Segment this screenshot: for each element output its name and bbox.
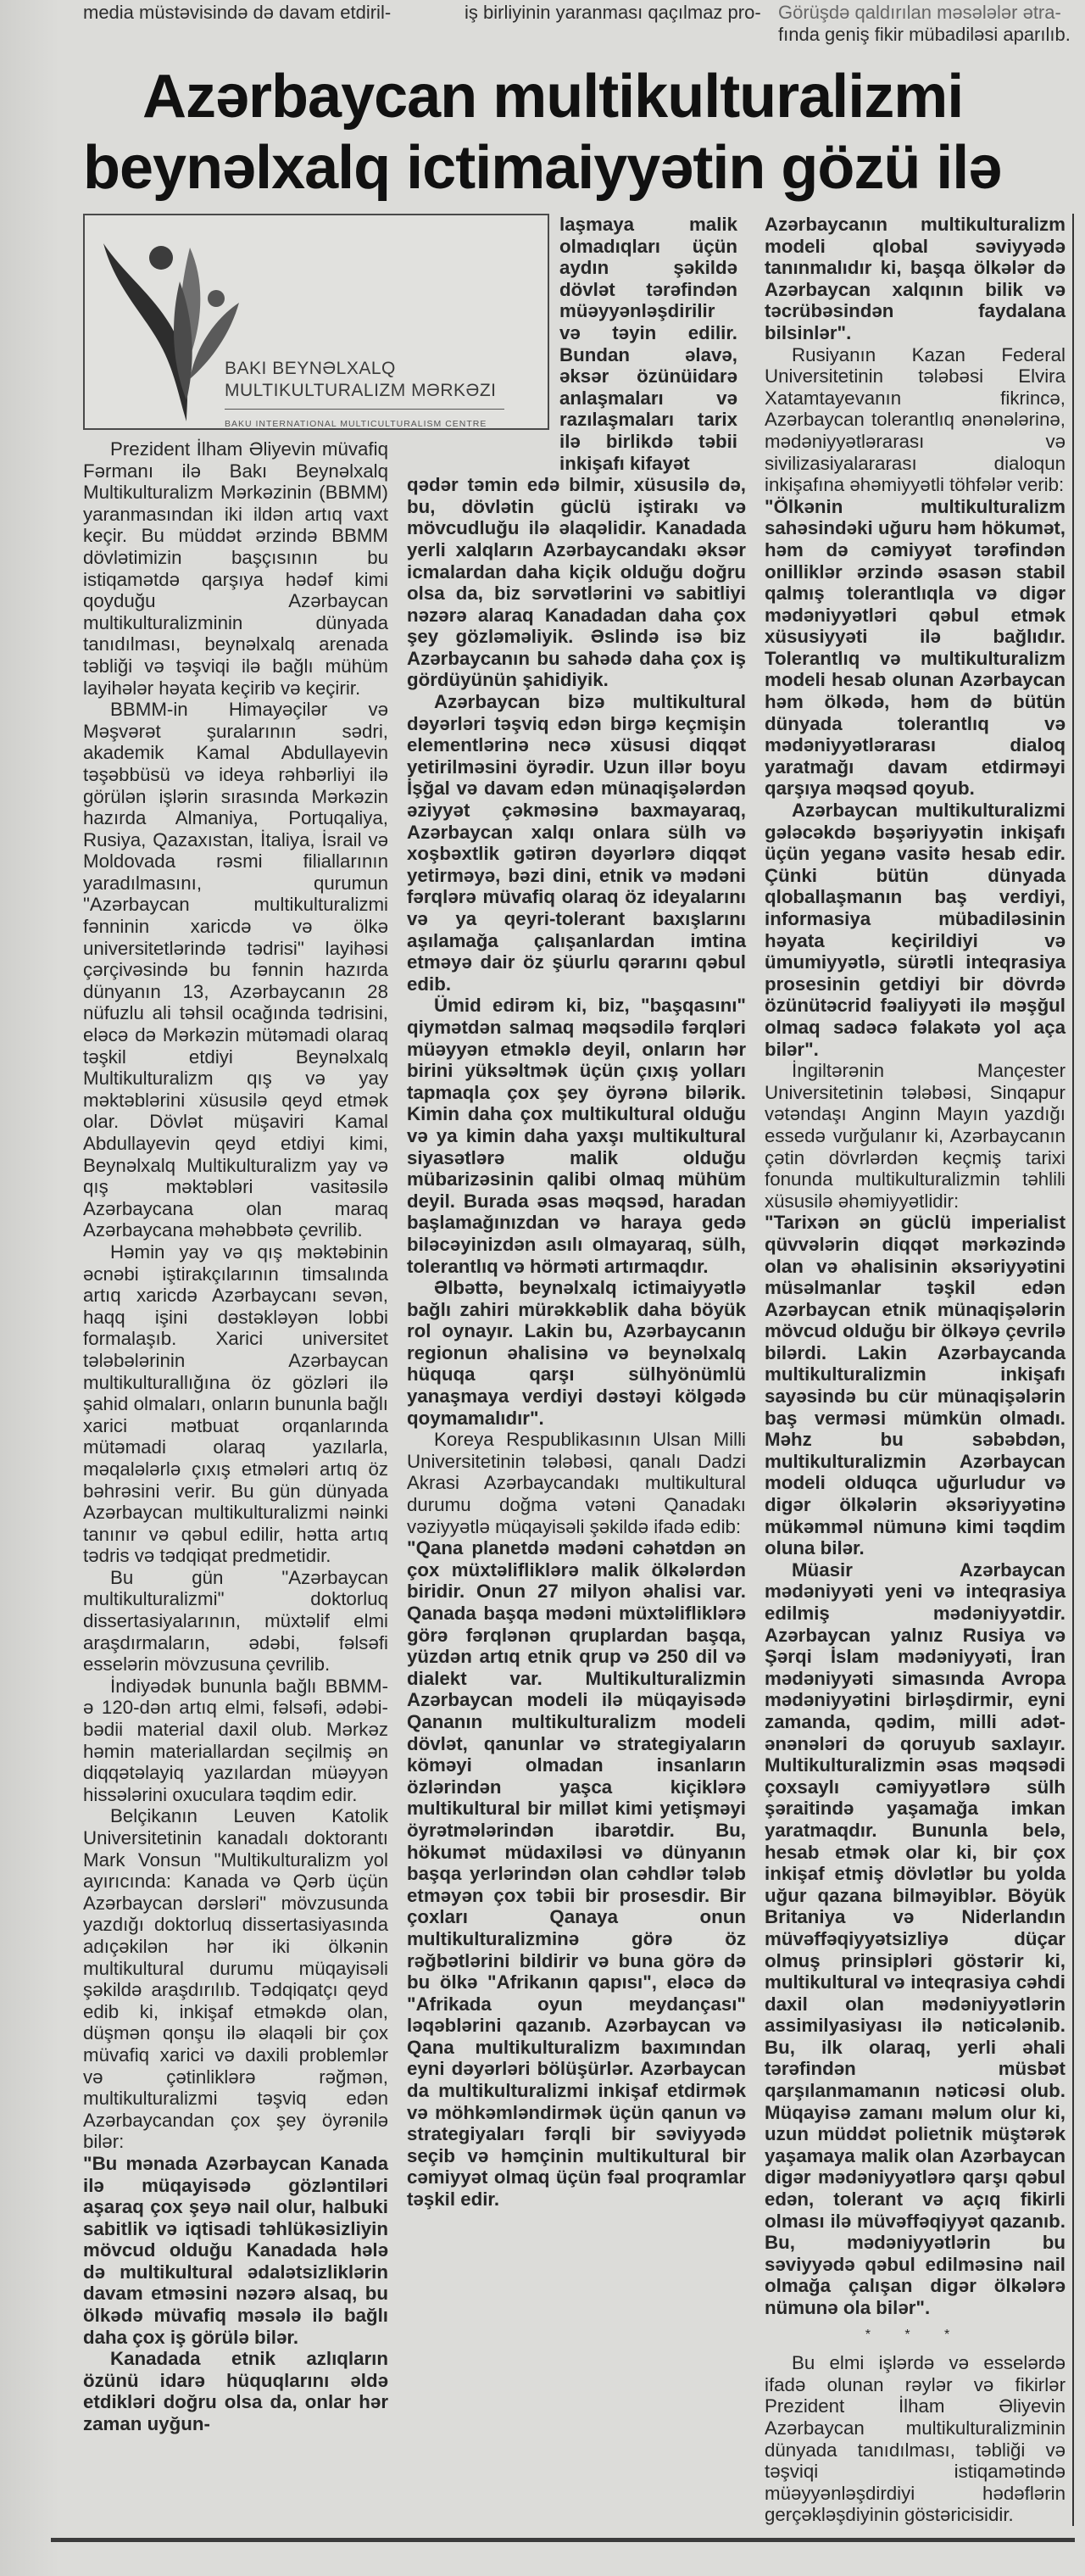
paragraph: İngiltərənin Mançester Universitetinin tələbəsi, Sinqapur vətəndaşı Anginn Mayın yazdığı essedə vurğulanır ki, Azərbaycanın çətin dövrlərdən keçmiş tarixi fonunda multikulturalizmin təhlili xüsusilə əhəmiyyətlidir: <box>765 1060 1066 1212</box>
quote-paragraph: Azərbaycan bizə multikultural dəyərləri təşviq edən birgə keçmişin elementlərinə necə xüsusi diqqət yetirilməsini öyrədir. Uzun illər boyu İşğal və davam edən münaqişələrdən əziyyət çəkməsinə baxmayaraq, Azərbaycan xalqı onlara sülh və xoşbəxtlik gətirən dəyərlərə diqqət yetirməyə, bəzi dini, etnik və mədəni fərqlərə müvafiq olaraq öz ideyalarını və ya qeyri-tolerant baxışlarını aşılamağa çalışanlardan imtina etməyə dair öz şüurlu qərarını qəbul edib. <box>407 691 746 995</box>
prev-col1-line: media müstəvisində də davam etdiril- <box>83 2 392 23</box>
quote-paragraph: "Bu mənada Azərbaycan Kanada ilə müqayisədə gözləntiləri aşaraq çox şeyə nail olur, halbuki sabitlik və iqtisadi təhlükəsizliyin mövcud olduğu Kanadada hələ də multikultural ədalətsizliklərin davam etməsini nəzərə alsaq, bu ölkədə müvafiq məsələ ilə bağlı daha çox iş görülə bilər. <box>83 2152 388 2348</box>
prev-col1 <box>83 2 456 46</box>
section-separator: * * * <box>865 2327 965 2342</box>
quote-paragraph: laşmaya malik olmadıqları üçün aydın şəkildə dövlət tərəfindən müəyyənləşdirilir və təyin edilir. Bundan əlavə, əksər özünüidarə anlaşmaları və razılaşmaları tarix ilə birlikdə təbii inkişafı kifayət <box>559 214 737 474</box>
paragraph: İndiyədək bununla bağlı BBMM-ə 120-dən artıq elmi, fəlsəfi, ədəbi-bədii material daxil olub. Mərkəz həmin materiallardan seçilmiş ən diqqətəlayiq yazılardan müəyyən hissələrini oxuculara təqdim edir. <box>83 1675 388 1805</box>
article-column-right <box>765 214 1074 2526</box>
prev-col2-line: iş birliyinin yaranması qaçılmaz pro- <box>465 2 761 23</box>
prev-col3 <box>778 2 1075 46</box>
paragraph: Prezident İlham Əliyevin müvafiq Fərmanı ilə Bakı Beynəlxalq Multikulturalizm Mərkəzinin (BBMM) yaranmasından iki ildən artıq vaxt keçir. Bu müddət ərzində BBMM dövlətimizin başçısının bu istiqamətdə qarşıya hədəf kimi qoyduğu Azərbaycan multikulturalizminin dünyada tanıdılması, beynəlxalq arenada təbliği və təşviqi ilə bağlı mühüm layihələr həyata keçirib və keçirir. <box>83 438 388 699</box>
paragraph: BBMM-in Himayəçilər və Məşvərət şuralarının sədri, akademik Kamal Abdullayevin təşəbbüsü və ideya rəhbərliyi ilə görülən işlərin sırasında Mərkəzin hazırda Almaniya, Portuqaliya, Rusiya, Qazaxıstan, İtaliya, İsrail və Moldovada rəsmi filiallarının yaradılmasını, qurumun "Azərbaycan multikulturalizmi fənninin xaricdə və ölkə universitetlərində tədrisi" layihəsi çərçivəsində bu fənnin hazırda dünyanın 13, Azərbaycanın 28 nüfuzlu ali təhsil ocağında tədrisini, eləcə də Mərkəzin mütəmadi olaraq təşkil etdiyi Beynəlxalq Multikulturalizm qış və yay məktəblərini xüsusilə qeyd etmək olar. Dövlət müşaviri Kamal Abdullayevin qeyd etdiyi kimi, Beynəlxalq Multikulturalizm yay və qış məktəbləri vasitəsilə Azərbaycana olan maraq Azərbaycana məhəbbətə çevrilib. <box>83 699 388 1241</box>
quote-paragraph: "Tarixən ən güclü imperialist qüvvələrin diqqət mərkəzində olan və əhalisinin əksəriyyətini müsəlmanlar təşkil edən Azərbaycan etnik münaqişələrin mövcud olduğu bir ölkəyə çevrilə bilərdi. Lakin Azərbaycanda multikulturalizmin inkişafı sayəsində bu cür münaqişələrin baş verməsi mümkün olmadı. Məhz bu səbəbdən, multikulturalizmin Azərbaycan modeli olduqca uğurludur və digər ölkələrin əksəriyyətinə mükəmməl nümunə kimi təqdim oluna bilər. <box>765 1212 1066 1559</box>
quote-paragraph: Müasir Azərbaycan mədəniyyəti yeni və inteqrasiya edilmiş mədəniyyətdir. Azərbaycan yalnız Rusiya və Şərqi İslam mədəniyyəti, İran mədəniyyəti simasında Avropa mədəniyyətini birləşdirmir, eyni zamanda, qədim, milli adət-ənənələri də qoruyub saxlayır. Multikulturalizmin əsas məqsədi çoxsaylı cəmiyyətlərə sülh şəraitində yaşamağa imkan yaratmaqdır. Bununla belə, hesab etmək olar ki, bir çox inkişaf etmiş dövlətlər bu yolda uğur qazana bilməyiblər. Böyük Britaniya və Niderlandın müvəffəqiyyətsizliyə düçar olmuş prinsipləri göstərir ki, multikultural və inteqrasiya cəhdi daxil olan mədəniyyətlərin assimilyasiyası ilə nəticələnib. Bu, ilk olaraq, yerli əhali tərəfindən müsbət qarşılanmamanın nəticəsi olub. Müqayisə zamanı məlum olur ki, uzun müddət polietnik müştərək yaşamaya malik olan Azərbaycan digər mədəniyyətlərə qarşı qəbul edən, tolerant və açıq fikirli olması ilə müvəffəqiyyət qazanıb. Bu, mədəniyyətlərin bu səviyyədə qəbul edilməsinə nail olmağa çalışan digər ölkələrə nümunə ola bilər". <box>765 1558 1066 2318</box>
article-body <box>83 214 1075 2526</box>
quote-paragraph: "Qana planetdə mədəni cəhətdən ən çox müxtəlifliklərə malik ölkələrdən biridir. Onun 27 milyon əhalisi var. Qanada başqa mədəni müxtəlifliklərə görə fərqlənən qruplardan başqa, yüzdən artıq etnik qrup və 250 dil və dialekt var. Multikulturalizmin Azərbaycan modeli ilə müqayisədə Qananın multikulturalizm modeli dövlət, qanunlar və strategiyaların köməyi olmadan insanların özlərindən yaşca kiçiklərə multikultural bir millət kimi yetişməyi öyrətmələrindən ibarətdir. Bu, hökumət müdaxiləsi və dünyanın başqa yerlərindən olan cəhdlər tələb etməyən çox təbii bir prosesdir. Bir çoxları Qanaya onun multikulturalizminə görə öz rəğbətlərini bildirir və buna görə də bu ölkə "Afrikanın qapısı", eləcə də "Afrikada oyun meydançası" ləqəblərini qazanıb. Azərbaycan və Qana multikulturalizm baxımından eyni dəyərləri bölüşürlər. Azərbaycan da multikulturalizmi inkişaf etdirmək və möhkəmləndirmək üçün qanun və strategiyaları fərqli bir səviyyədə seçib və həmçinin multikultural bir cəmiyyət olmaq üçün fəal proqramlar təşkil edir. <box>407 1537 746 2211</box>
logo-name-line-2: MULTIKULTURALIZM MƏRKƏZI <box>225 381 497 400</box>
article-column-left <box>83 214 497 2435</box>
article-headline <box>83 61 1075 204</box>
logo-name-line-1: BAKI BEYNƏLXALQ <box>225 359 396 378</box>
quote-paragraph: qədər təmin edə bilmir, xüsusilə də, bu, dövlətin güclü iştirakı və mövcudluğu ilə əlaqəlidir. Kanadada yerli xalqların Azərbaycandakı əksər icmalardan daha kiçik olduğu doğru olsa da, biz sərvətlərini və sabitliyi nəzərə alaraq Kanadadan daha çox şey gözləməliyik. Əslində isə biz Azərbaycanın bu sahədə daha çox iş gördüyünün şahidiyik. <box>407 474 746 691</box>
paragraph: Həmin yay və qış məktəbinin əcnəbi iştirakçılarının timsalında artıq xaricdə Azərbaycanı sevən, haqq işini dəstəkləyən lobbi formalaşıb. Xarici universitet tələbələrinin Azərbaycan multikulturallığına öz gözləri ilə şahid olmaları, onların bununla bağlı xarici mətbuat orqanlarında mütəmadi olaraq yazılarla, məqalələrlə çıxış etmələri artıq öz bəhrəsini verir. Bu gün dünyada Azərbaycan multikulturalizmi nəinki tanınır və qəbul edilir, hətta artıq tədris və tədqiqat predmetidir. <box>83 1241 388 1567</box>
prev-col3-first-line: Görüşdə qaldırılan məsələlər ətra- <box>778 2 1061 23</box>
bottom-rule <box>51 2538 1075 2542</box>
article-column-middle <box>407 214 746 2211</box>
headline-line-2: beynəlxalq ictimaiyyətin gözü ilə <box>83 134 1002 202</box>
paragraph: Bu gün "Azərbaycan multikulturalizmi" doktorluq dissertasiyalarının, müxtəlif elmi araşdırmaların, ədəbi, fəlsəfi esselərin mövzusuna çevrilib. <box>83 1566 388 1676</box>
previous-article-fragment <box>83 0 1075 46</box>
prev-col3-line: fında geniş fikir mübadiləsi aparılıb. <box>778 24 1071 45</box>
quote-paragraph: Azərbaycan multikulturalizmi gələcəkdə bəşəriyyətin inkişafı üçün yeganə vasitə hesab edir. Çünki bütün dünyada qloballaşmanın baş verdiyi, informasiya mübadiləsinin həyata keçirildiyi və ümumiyyətlə, sürətli inteqrasiya prosesinin getdiyi bir dövrdə özünütəcrid fəaliyyəti ilə məşğul olmaq sadəcə fəlakətə yol aça bilər". <box>765 800 1066 1060</box>
logo-english-name: BAKU INTERNATIONAL MULTICULTURALISM CENTRE <box>225 419 487 429</box>
quote-paragraph: "Ölkənin multikulturalizm sahəsindəki uğuru həm hökumət, həm də cəmiyyət tərəfindən onilliklər ərzində əsasən stabil qalmış tolerantlıqla və digər mədəniyyətləri qəbul etmək xüsusiyyəti ilə bağlıdır. Tolerantlıq və multikulturalizm modeli hesab olunan Azərbaycan həm ölkədə, həm də bütün dünyada tolerantlıq və mədəniyyətlərarası dialoq yaratmağı davam etdirməyi qarşıya məqsəd qoyub. <box>765 495 1066 800</box>
paragraph: Rusiyanın Kazan Federal Universitetinin tələbəsi Elvira Xatamtayevanın fikrincə, Azərbaycan tolerantlıq ənənələrinə, mədəniyyətlərarası və sivilizasiyalararası dialoqun inkişafına əhəmiyyətli töhfələr verib: <box>765 343 1066 496</box>
logo-divider <box>225 409 504 410</box>
paragraph: Koreya Respublikasının Ulsan Milli Universitetinin tələbəsi, qanalı Dadzi Akrasi Azərbaycandakı multikultural durumu doğma vətəni Qanadakı vəziyyətlə müqayisəli şəkildə ifadə edib: <box>407 1429 746 1537</box>
quote-paragraph: Ümid edirəm ki, biz, "başqasını" qiymətdən salmaq məqsədilə fərqləri müəyyən etməklə deyil, onların hər birini yüksəltmək üçün çıxış yolları tapmaqla çox şey öyrənə bilərik. Kimin daha çox multikultural olduğu və ya kimin daha yaxşı multikultural siyasətlərə malik olduğu mübarizəsinin qalibi olmaq mühüm deyil. Burada əsas məqsəd, haradan başlamağınızdan və haraya gedə biləcəyinizdən asılı olmayaraq, sülh, tolerantlıq və hörməti artırmaqdır. <box>407 995 746 1277</box>
quote-paragraph: Azərbaycanın multikulturalizm modeli qlobal səviyyədə tanınmalıdır ki, başqa ölkələr də Azərbaycan xalqının bilik və təcrübəsindən faydalana bilsinlər". <box>765 214 1066 343</box>
closing-paragraph: Bu elmi işlərdə və esselərdə ifadə olunan rəylər və fikirlər Prezident İlham Əliyevin Azərbaycan multikulturalizminin dünyada tanıdılması, təbliği və təşviqi istiqamətində müəyyənləşdirdiyi hədəflərin gerçəkləşdiyinin göstəricisidir. <box>765 2352 1066 2526</box>
prev-col2 <box>465 2 770 46</box>
logo-name <box>225 358 497 402</box>
quote-paragraph: Əlbəttə, beynəlxalq ictimaiyyətlə bağlı zahiri mürəkkəblik daha böyük rol oynayır. Lakin bu, Azərbaycanın regionun əhalisinə və beynəlxalq hüquqa qarşı sülhyönümlü yanaşmaya verdiyi dəstəyi kölgədə qoymamalıdır". <box>407 1277 746 1429</box>
headline-line-1: Azərbaycan multikulturalizmi <box>142 63 964 131</box>
quote-paragraph: Kanadada etnik azlıqların özünü idarə hüquqlarını əldə etdikləri doğru olsa da, onlar hər zaman uyğun- <box>83 2348 388 2435</box>
bbmm-logo-box <box>83 214 549 430</box>
paragraph: Belçikanın Leuven Katolik Universitetinin kanadalı doktorantı Mark Vonsun "Multikulturalizm yol ayırıcında: Kanada və Qərb üçün Azərbaycan dərsləri" mövzusunda yazdığı doktorluq dissertasiyasında adıçəkilən hər iki ölkənin multikultural durumu müqayisəli şəkildə araşdırılıb. Tədqiqatçı qeyd edib ki, inkişaf etməkdə olan, düşmən qonşu ilə əlaqəli bir çox müvafiq xarici və daxili problemlər və çətinliklərə rəğmən, multikulturalizmi təşviq edən Azərbaycandan çox şey öyrənilə bilər: <box>83 1805 388 2153</box>
